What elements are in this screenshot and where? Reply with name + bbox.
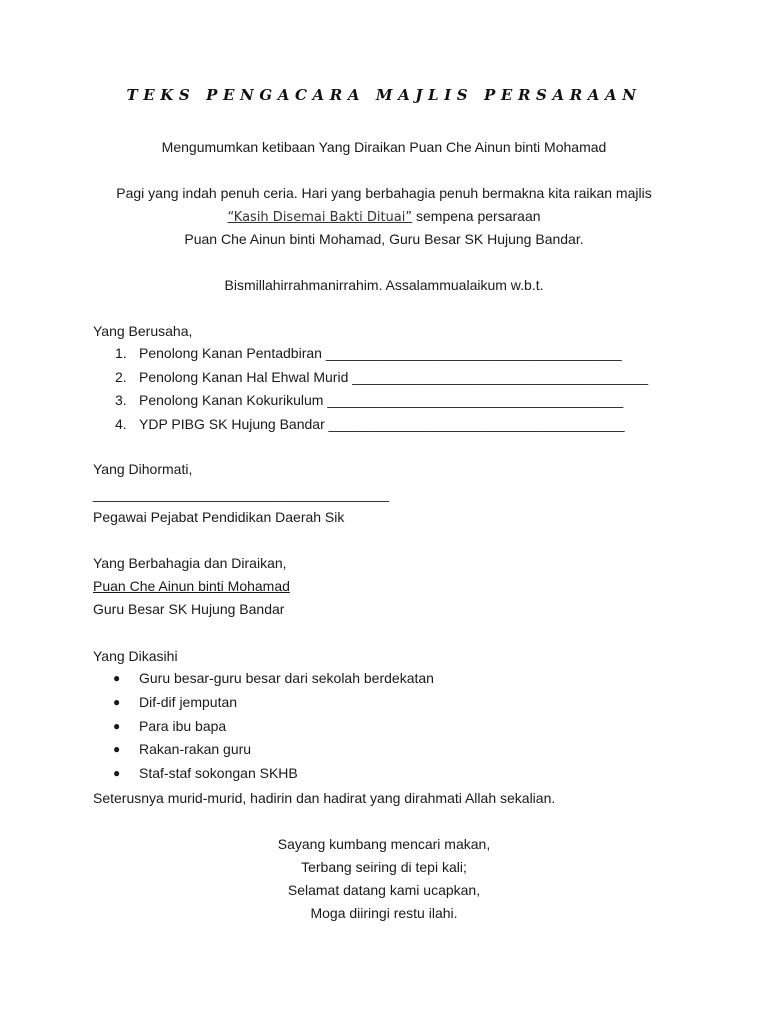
event-theme: “Kasih Disemai Bakti Dituai” xyxy=(227,210,413,225)
list-number: 4. xyxy=(115,415,127,432)
list-item xyxy=(93,413,648,437)
bullet-icon: ● xyxy=(113,671,121,685)
announcement: Mengumumkan ketibaan Yang Diraikan Puan Che Ainun binti Mohamad xyxy=(161,139,607,155)
pantun-line-2: Terbang seiring di tepi kali; xyxy=(301,859,467,875)
document-title: TEKS PENGACARA MAJLIS PERSARAAN xyxy=(126,86,642,104)
intro-line-2-rest: sempena persaraan xyxy=(412,208,541,224)
list-item xyxy=(93,667,434,691)
intro-line-2 xyxy=(0,205,768,229)
greeting: Bismillahirrahmanirrahim. Assalammualaikum w.b.t. xyxy=(224,277,544,293)
bullet-icon: ● xyxy=(113,694,121,709)
dihormati-heading: Yang Dihormati, xyxy=(93,461,193,477)
list-number: 3. xyxy=(115,392,127,409)
dihormati-blank: ______________________________________ xyxy=(93,486,389,502)
list-number: 2. xyxy=(115,368,127,385)
list-item xyxy=(93,762,434,786)
diraikan-heading: Yang Berbahagia dan Diraikan, xyxy=(93,555,287,571)
pantun-line-1: Sayang kumbang mencari makan, xyxy=(277,836,491,852)
list-item-text: Guru besar-guru besar dari sekolah berdekatan xyxy=(139,670,434,686)
berusaha-heading: Yang Berusaha, xyxy=(93,323,193,339)
bullet-icon: ● xyxy=(113,718,121,733)
list-item-text: Rakan-rakan guru xyxy=(139,741,252,758)
list-item xyxy=(93,342,648,366)
diraikan-role: Guru Besar SK Hujung Bandar xyxy=(93,601,285,617)
list-item xyxy=(93,389,648,413)
diraikan-name: Puan Che Ainun binti Mohamad xyxy=(93,578,290,594)
list-item-text: Penolong Kanan Hal Ehwal Murid ______________________________________ xyxy=(139,368,649,385)
pantun-line-3: Selamat datang kami ucapkan, xyxy=(287,882,481,898)
list-item-text: Staf-staf sokongan SKHB xyxy=(139,765,298,782)
list-item xyxy=(93,366,648,390)
bullet-icon: ● xyxy=(113,766,121,781)
berusaha-list xyxy=(93,342,648,436)
list-item xyxy=(93,738,434,762)
list-number: 1. xyxy=(115,345,127,361)
dikasihi-list xyxy=(93,667,434,786)
dihormati-name: Pegawai Pejabat Pendidikan Daerah Sik xyxy=(93,509,345,525)
intro-line-1: Pagi yang indah penuh ceria. Hari yang berbahagia penuh bermakna kita raikan majlis xyxy=(116,185,652,201)
bullet-icon: ● xyxy=(113,742,121,757)
list-item-text: Para ibu bapa xyxy=(139,717,227,734)
list-item-text: Penolong Kanan Kokurikulum ______________________________________ xyxy=(139,392,624,409)
list-item-text: Penolong Kanan Pentadbiran ______________________________________ xyxy=(139,345,622,361)
pantun-line-4: Moga diiringi restu ilahi. xyxy=(310,905,458,921)
list-item-text: YDP PIBG SK Hujung Bandar ______________________________________ xyxy=(139,415,625,432)
list-item xyxy=(93,691,434,715)
dikasihi-heading: Yang Dikasihi xyxy=(93,648,178,664)
list-item-text: Dif-dif jemputan xyxy=(139,693,238,710)
intro-line-3: Puan Che Ainun binti Mohamad, Guru Besar SK Hujung Bandar. xyxy=(184,231,584,247)
dikasihi-closing: Seterusnya murid-murid, hadirin dan hadirat yang dirahmati Allah sekalian. xyxy=(93,790,556,806)
list-item xyxy=(93,715,434,739)
